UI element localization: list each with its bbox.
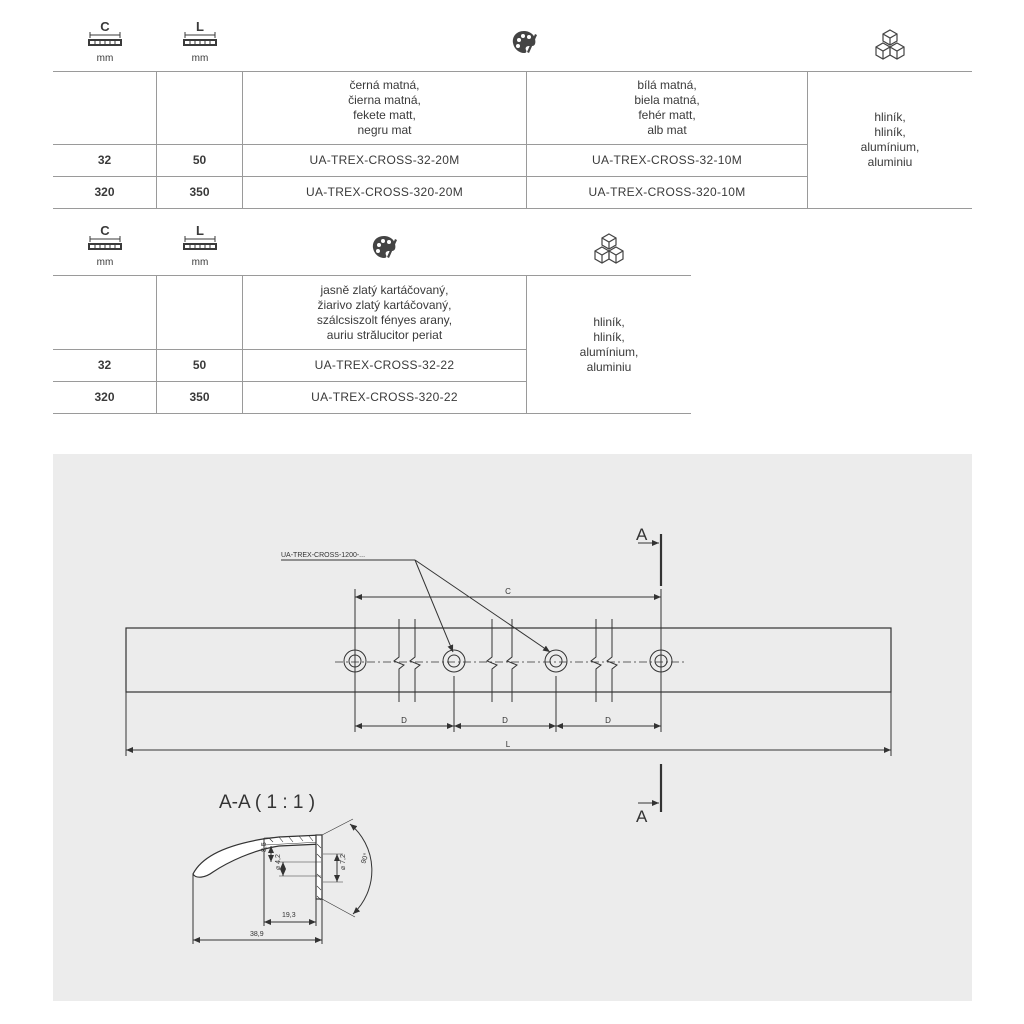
c-unit-label: mm	[96, 257, 114, 268]
drawing-canvas	[53, 454, 972, 1001]
table-row-l: 50	[192, 358, 207, 372]
product-code: UA-TREX-CROSS-32-10M	[591, 153, 743, 167]
product-code: UA-TREX-CROSS-320-22	[311, 390, 458, 404]
table-row-l: 350	[189, 185, 210, 199]
d-d1-label: D	[401, 716, 407, 725]
d-42-label: ⌀ 4,2	[275, 854, 282, 870]
technical-drawing	[53, 454, 972, 1001]
t1-c-label: C	[100, 20, 110, 34]
l-unit-label: mm	[191, 257, 209, 268]
product-code: UA-TREX-CROSS-32-22	[314, 358, 455, 372]
product-code: UA-TREX-CROSS-320-20M	[306, 185, 463, 199]
t2-l-label: L	[196, 224, 204, 238]
d-193-label: 19,3	[282, 912, 296, 919]
table-row-c: 320	[94, 185, 115, 199]
d-title-label: A-A ( 1 : 1 )	[219, 792, 316, 813]
l-unit-label: mm	[191, 53, 209, 64]
d-90-label: 90°	[360, 852, 371, 865]
t2-c-label: C	[100, 224, 110, 238]
c-unit-label: mm	[96, 53, 114, 64]
material-label: hliník, hliník, alumínium, aluminiu	[860, 110, 920, 169]
d-c-label: C	[505, 587, 511, 596]
table-row-l: 350	[189, 390, 210, 404]
palette-icon	[370, 233, 398, 261]
table-row-c: 32	[97, 358, 112, 372]
finish-white-matt: bílá matná, biela matná, fehér matt, alb mat	[634, 78, 700, 137]
palette-icon	[510, 28, 538, 56]
table-row-l: 50	[192, 153, 207, 167]
d-d3-label: D	[605, 716, 611, 725]
t1-l-label: L	[196, 20, 204, 34]
d-85-label: 8,5	[261, 842, 268, 852]
finish-black-matt: černá matná, čierna matná, fekete matt, negru mat	[348, 78, 421, 137]
cubes-icon	[592, 232, 626, 264]
d-a1-label: A	[636, 525, 648, 544]
d-d2-label: D	[502, 716, 508, 725]
cubes-icon	[873, 28, 907, 60]
d-part-label: UA-TREX-CROSS-1200-...	[281, 552, 366, 559]
table-row-c: 320	[94, 390, 115, 404]
d-389-label: 38,9	[250, 931, 264, 938]
table-row-c: 32	[97, 153, 112, 167]
d-a2-label: A	[636, 807, 648, 826]
d-l-label: L	[505, 740, 511, 749]
finish-gold-brushed: jasně zlatý kartáčovaný, žiarivo zlatý kartáčovaný, szálcsiszolt fényes arany, auriu strălucitor periat	[316, 282, 453, 342]
material-label: hliník, hliník, alumínium, aluminiu	[579, 314, 639, 374]
d-72-label: ⌀ 7,2	[340, 854, 347, 870]
product-code: UA-TREX-CROSS-32-20M	[309, 153, 460, 167]
product-code: UA-TREX-CROSS-320-10M	[588, 185, 746, 199]
